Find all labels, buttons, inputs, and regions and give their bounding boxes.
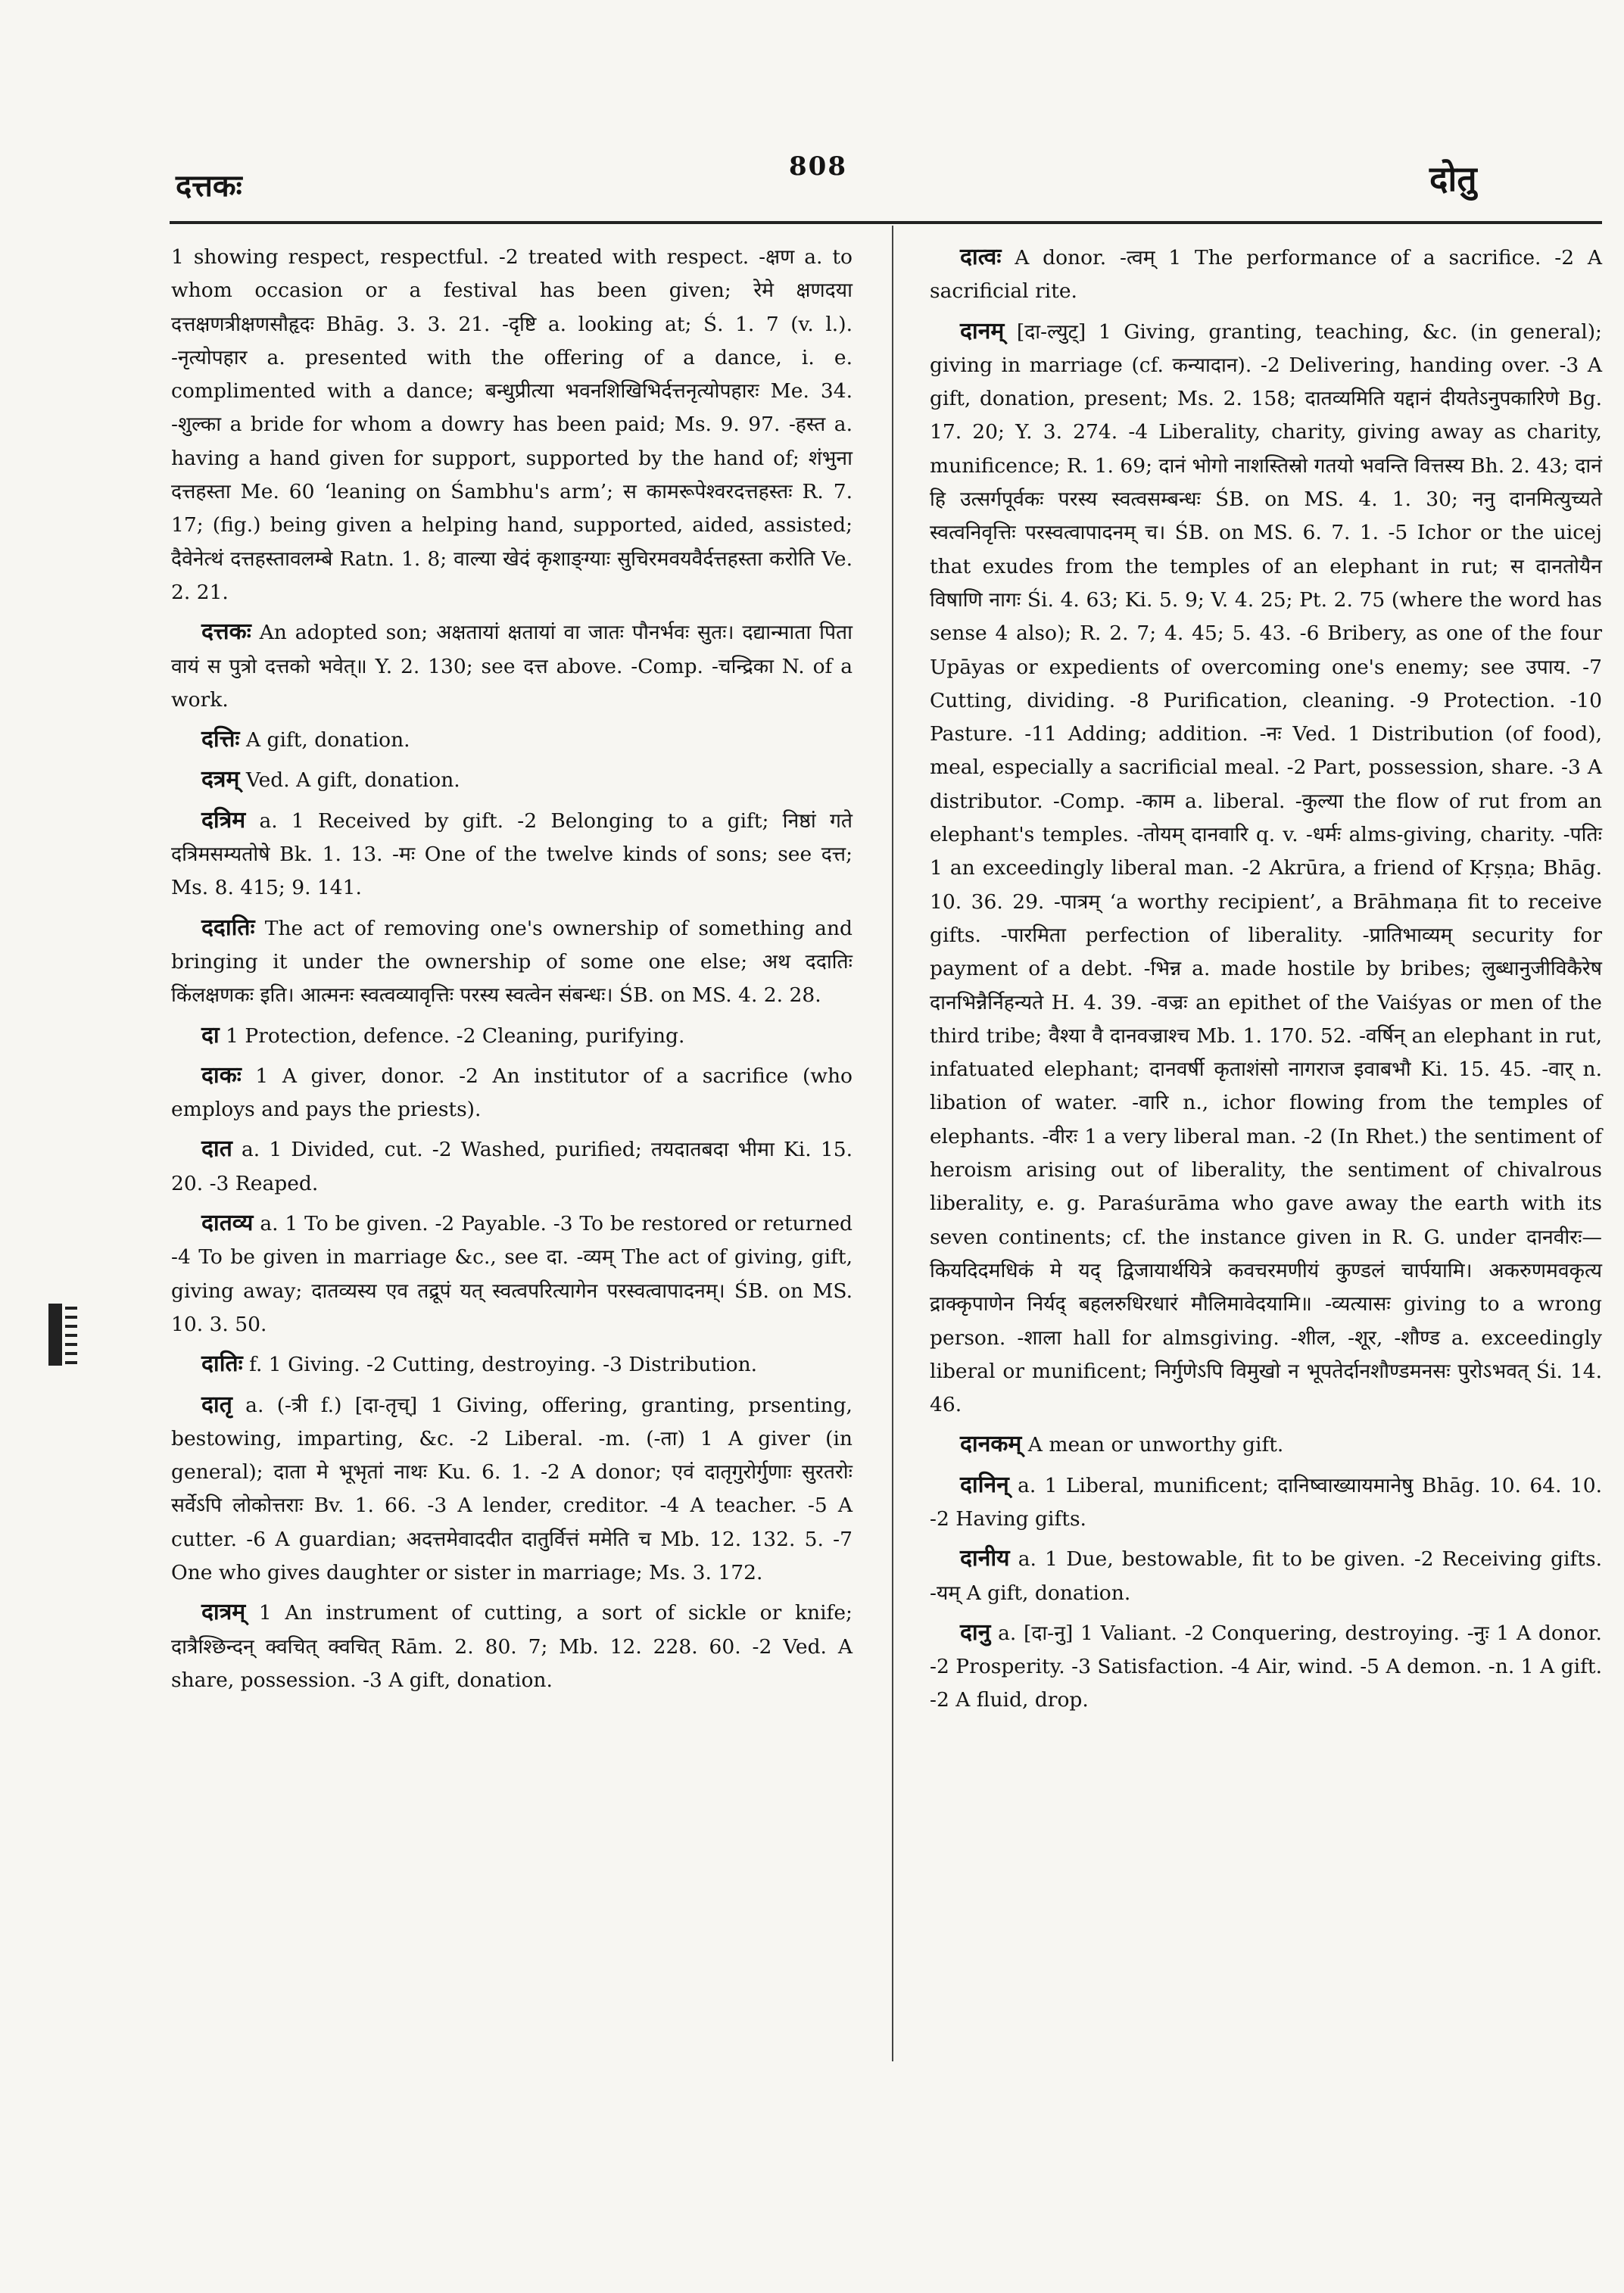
entry-headword: दत्तकः bbox=[201, 618, 251, 646]
column-divider bbox=[892, 226, 893, 2061]
entry-headword: दत्तिः bbox=[201, 726, 240, 753]
dictionary-entry bbox=[171, 1019, 853, 1053]
entry-headword: दानीय bbox=[960, 1545, 1010, 1572]
entry-headword: ददातिः bbox=[201, 914, 255, 941]
entry-headword: दा bbox=[201, 1021, 220, 1048]
dictionary-entry bbox=[171, 1059, 853, 1127]
entry-definition: f. 1 Giving. -2 Cutting, destroying. -3 Distribution. bbox=[249, 1353, 758, 1377]
entry-definition: a. 1 To be given. -2 Payable. -3 To be restored or returned -4 To be given in marriage &c., see दा. -व्यम् The act of giving, gift, giving away; दातव्यस्य एव तद्रूपं यत् स्वत्वपरित्यागेन परस्वत्वापादनम्। ŚB. on MS. 10. 3. 50. bbox=[171, 1212, 853, 1336]
entry-headword: दानम् bbox=[960, 317, 1005, 344]
entry-definition: a. 1 Received by gift. -2 Belonging to a gift; निष्ठां गते दत्रिमसम्यतोषे Bk. 1. 13. -मः One of the twelve kinds of sons; see दत्त; Ms. 8. 415; 9. 141. bbox=[171, 808, 853, 900]
dictionary-entry bbox=[930, 1542, 1602, 1610]
entry-definition: a. 1 Due, bestowable, fit to be given. -2 Receiving gifts. -यम् A gift, donation. bbox=[930, 1547, 1602, 1605]
dictionary-entry bbox=[930, 315, 1602, 1422]
entry-definition: A donor. -त्वम् 1 The performance of a sacrifice. -2 A sacrificial rite. bbox=[930, 246, 1602, 304]
entry-definition: Ved. A gift, donation. bbox=[245, 768, 460, 793]
entry-headword: दात bbox=[201, 1136, 232, 1163]
entry-definition: 1 Protection, defence. -2 Cleaning, purifying. bbox=[226, 1023, 685, 1048]
dictionary-entry bbox=[930, 1428, 1602, 1462]
entry-headword: दाकः bbox=[201, 1061, 242, 1089]
dictionary-entry bbox=[171, 615, 853, 717]
entry-headword: दातिः bbox=[201, 1351, 243, 1378]
dictionary-entry bbox=[171, 763, 853, 797]
entry-headword: दानिन् bbox=[960, 1471, 1009, 1498]
dictionary-entry bbox=[930, 1469, 1602, 1537]
entry-definition: 1 A giver, donor. -2 An institutor of a sacrifice (who employs and pays the priests). bbox=[171, 1064, 853, 1122]
thumb-index-mark bbox=[45, 1299, 80, 1370]
dictionary-entry bbox=[171, 723, 853, 757]
entry-definition: 1 An instrument of cutting, a sort of sickle or knife; दात्रैश्छिन्दन् क्वचित् क्वचित् Rām. 2. 80. 7; Mb. 12. 228. 60. -2 Ved. A share, possession. -3 A gift, donation. bbox=[171, 1601, 853, 1692]
entry-definition: 1 showing respect, respectful. -2 treated with respect. -क्षण a. to whom occasion or a festival has been given; रेमे क्षणदया दत्तक्षणत्रीक्षणसौहृदः Bhāg. 3. 3. 21. -दृष्टि a. looking at; Ś. 1. 7 (v. l.). -नृत्योपहार a. presented with the offering of a dance, i. e. complimented with a dance; बन्धुप्रीत्या भवनशिखिभिर्दत्तनृत्योपहारः Me. 34. -शुल्का a bride for whom a dowry has been paid; Ms. 9. 97. -हस्त a. having a hand given for support, supported by the hand of; शंभुना दत्तहस्ता Me. 60 ‘leaning on Śambhu's arm’; स कामरूपेश्वरदत्तहस्तः R. 7. 17; (fig.) being given a helping hand, supported, aided, assisted; दैवेनेत्थं दत्तहस्तावलम्बे Ratn. 1. 8; वाल्या खेदं कृशाङ्ग्याः सुचिरमवयवैर्दत्तहस्ता करोति Ve. 2. 21. bbox=[171, 245, 853, 604]
entry-headword: दत्रम् bbox=[201, 766, 240, 793]
page-number: 808 bbox=[789, 151, 847, 182]
entry-definition: The act of removing one's ownership of something and bringing it under the ownership of some one else; अथ ददातिः किंलक्षणकः इति। आत्मनः स्वत्वव्यावृत्तिः परस्य स्वत्वेन संबन्धः। ŚB. on MS. 4. 2. 28. bbox=[171, 916, 853, 1008]
entry-definition: a. 1 Divided, cut. -2 Washed, purified; तयदातबदा भीमा Ki. 15. 20. -3 Reaped. bbox=[171, 1138, 853, 1195]
entry-definition: A mean or unworthy gift. bbox=[1027, 1433, 1284, 1457]
entry-definition: [दा-ल्युट्] 1 Giving, granting, teaching, &c. (in general); giving in marriage (cf. कन्यादान). -2 Delivering, handing over. -3 A gift, donation, present; Ms. 2. 158; दातव्यमिति यद्दानं दीयतेऽनुपकारिणे Bg. 17. 20; Y. 3. 274. -4 Liberality, charity, giving away as charity, munificence; R. 1. 69; दानं भोगो नाशस्तिस्रो गतयो भवन्ति वित्तस्य Bh. 2. 43; दानं हि उत्सर्गपूर्वकः परस्य स्वत्वसम्बन्धः ŚB. on MS. 4. 1. 30; ननु दानमित्युच्यते स्वत्वनिवृत्तिः परस्वत्वापादनम् च। ŚB. on MS. 6. 7. 1. -5 Ichor or the uicej that exudes from the temples of an elephant in rut; स दानतोयैन विषाणि नागः Śi. 4. 63; Ki. 5. 9; V. 4. 25; Pt. 2. 75 (where the word has sense 4 also); R. 2. 7; 4. 45; 5. 43. -6 Bribery, as one of the four Upāyas or expedients of overcoming one's enemy; see उपाय. -7 Cutting, dividing. -8 Purification, cleaning. -9 Protection. -10 Pasture. -11 Adding; addition. -नः Ved. 1 Distribution (of food), meal, especially a sacrificial meal. -2 Part, possession, share. -3 A distributor. -Comp. -काम a. liberal. -कुल्या the flow of rut from an elephant's temples. -तोयम् दानवारि q. v. -धर्मः alms-giving, charity. -पतिः 1 an exceedingly liberal man. -2 Akrūra, a friend of Kṛṣṇa; Bhāg. 10. 36. 29. -पात्रम् ‘a worthy recipient’, a Brāhmaṇa fit to receive gifts. -पारमिता perfection of liberality. -प्रातिभाव्यम् security for payment of a debt. -भिन्न a. made hostile by bribes; लुब्धानुजीविकैरेष दानभिन्नैर्निहन्यते H. 4. 39. -वज्रः an epithet of the Vaiśyas or men of the third tribe; वैश्या वै दानवज्राश्च Mb. 1. 170. 52. -वर्षिन् an elephant in rut, infatuated elephant; दानवर्षी कृताशंसो नागराज इवाबभौ Ki. 15. 45. -वार् n. libation of water. -वारि n., ichor flowing from the temples of elephants. -वीरः 1 a very liberal man. -2 (In Rhet.) the sentiment of heroism arising out of liberality, the sentiment of chivalrous liberality, e. g. Paraśurāma who gave away the earth with its seven continents; cf. the instance given in R. G. under दानवीरः— कियदिदमधिकं मे यद् द्विजायार्थयित्रे कवचरमणीयं कुण्डलं चार्पयामि। अकरुणमवकृत्य द्राक्कृपाणेन निर्यद् बहलरुधिरधारं मौलिमावेदयामि॥ -व्यत्यासः giving to a wrong person. -शाला hall for almsgiving. -शील, -शूर, -शौण्ड a. exceedingly liberal or munificent; निर्गुणेऽपि विमुखो न भूपतेर्दानशौण्डमनसः पुरोऽभवत् Śi. 14. 46. bbox=[930, 319, 1602, 1417]
entry-definition: A gift, donation. bbox=[245, 728, 410, 752]
entry-headword: दातव्य bbox=[201, 1210, 254, 1237]
dictionary-entry bbox=[930, 241, 1602, 309]
entry-definition: a. (-त्री f.) [दा-तृच्] 1 Giving, offering, granting, prsenting, bestowing, imparting, &c. -2 Liberal. -m. (-ता) 1 A giver (in general); दाता मे भूभृतां नाथः Ku. 6. 1. -2 A donor; एवं दातृगुरोर्गुणाः सुरतरोः सर्वेऽपि लोकोत्तराः Bv. 1. 66. -3 A lender, creditor. -4 A teacher. -5 A cutter. -6 A guardian; अदत्तमेवाददीत दातुर्वित्तं ममेति च Mb. 12. 132. 5. -7 One who gives daughter or sister in marriage; Ms. 3. 172. bbox=[171, 1393, 853, 1584]
dictionary-entry bbox=[171, 1347, 853, 1382]
dictionary-entry bbox=[171, 804, 853, 905]
entry-definition: An adopted son; अक्षतायां क्षतायां वा जातः पौनर्भवः सुतः। दद्यान्माता पिता वायं स पुत्रो दत्तको भवेत्॥ Y. 2. 130; see दत्त above. -Comp. -चन्द्रिका N. of a work. bbox=[171, 621, 853, 712]
entry-headword: दानकम् bbox=[960, 1431, 1022, 1458]
dictionary-entry bbox=[171, 1388, 853, 1590]
entry-headword: दात्वः bbox=[960, 244, 1002, 270]
dictionary-entry bbox=[171, 241, 853, 609]
entry-headword: दात्रम् bbox=[201, 1599, 246, 1626]
entry-headword: दातृ bbox=[201, 1391, 232, 1418]
entry-headword: दानु bbox=[960, 1618, 991, 1646]
entry-headword: दत्रिम bbox=[201, 806, 246, 833]
dictionary-entry bbox=[171, 911, 853, 1013]
left-column bbox=[171, 241, 853, 1703]
entry-definition: a. [दा-नु] 1 Valiant. -2 Conquering, destroying. -नुः 1 A donor. -2 Prosperity. -3 Satisfaction. -4 Air, wind. -5 A demon. -n. 1 A gift. -2 A fluid, drop. bbox=[930, 1621, 1602, 1712]
dictionary-entry bbox=[171, 1596, 853, 1697]
entry-definition: a. 1 Liberal, munificent; दानिष्वाख्यायमानेषु Bhāg. 10. 64. 10. -2 Having gifts. bbox=[930, 1473, 1602, 1531]
dictionary-entry bbox=[171, 1207, 853, 1341]
header-rule bbox=[170, 221, 1602, 224]
running-head-left: दत्तकः bbox=[176, 168, 242, 204]
dictionary-entry bbox=[171, 1132, 853, 1201]
dictionary-entry bbox=[930, 1616, 1602, 1718]
right-column bbox=[930, 241, 1602, 1724]
running-head-right: दोतु bbox=[1429, 158, 1477, 199]
